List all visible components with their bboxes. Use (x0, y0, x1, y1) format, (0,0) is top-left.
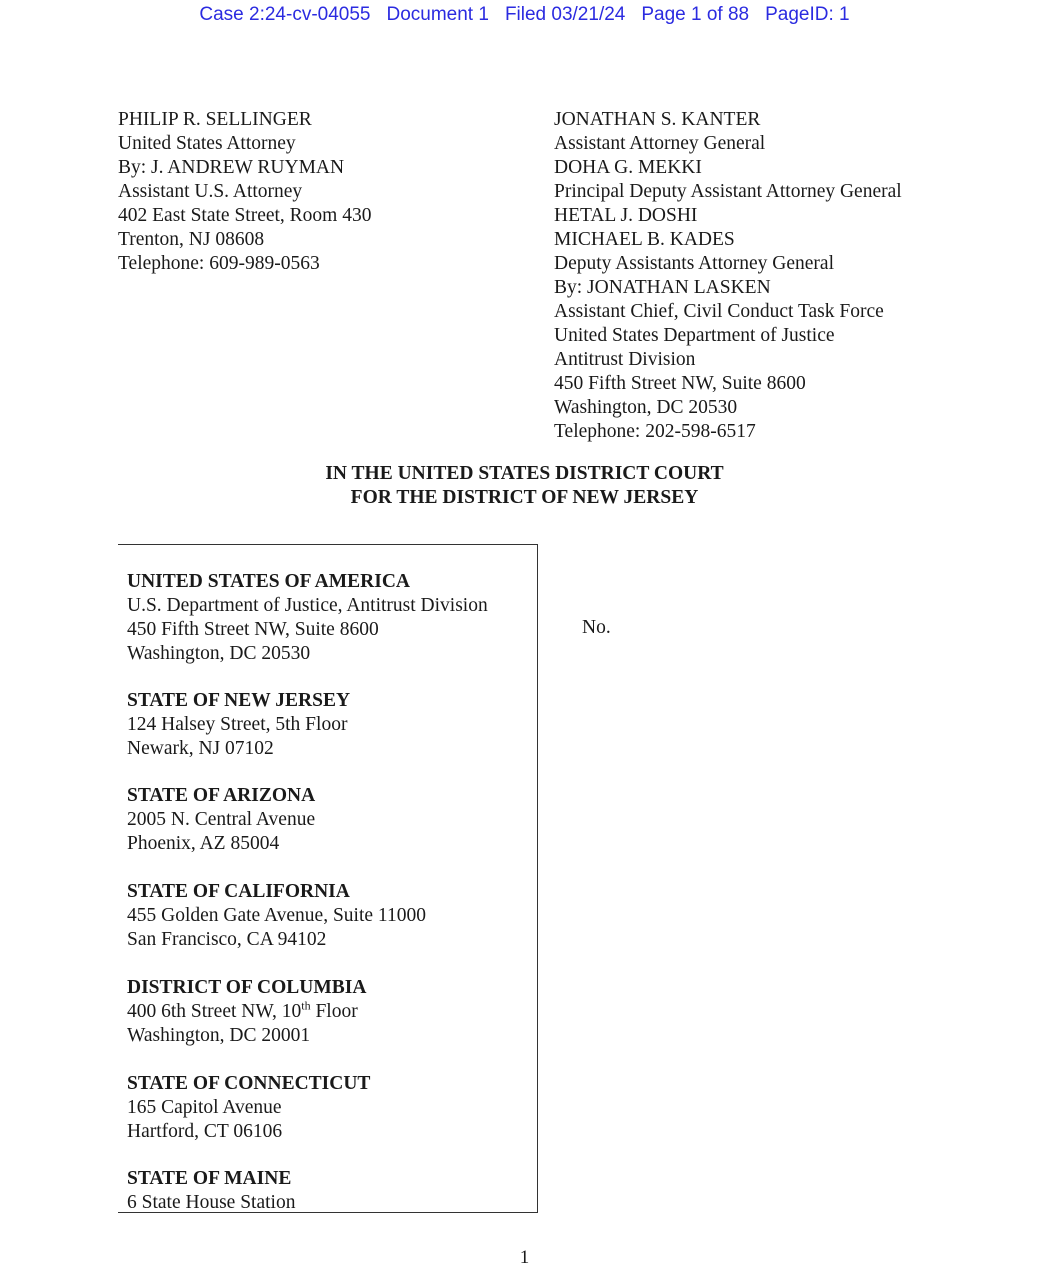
page-count: Page 1 of 88 (641, 4, 750, 25)
party-address-line: Hartford, CT 06106 (127, 1121, 283, 1142)
court-line-1: IN THE UNITED STATES DISTRICT COURT (325, 463, 724, 484)
party-address-line: San Francisco, CA 94102 (127, 929, 327, 950)
party-address-line: 400 6th Street NW, 10th Floor (127, 998, 358, 1022)
party-address-line: Washington, DC 20001 (127, 1025, 311, 1046)
document-number: Document 1 (386, 4, 489, 25)
party-arizona (127, 784, 315, 856)
party-name: STATE OF ARIZONA (127, 785, 316, 806)
party-maine (127, 1167, 295, 1215)
counsel-line: Assistant Chief, Civil Conduct Task Force (554, 301, 884, 322)
party-address-line: 6 State House Station (127, 1192, 296, 1213)
counsel-line: HETAL J. DOSHI (554, 205, 698, 226)
party-address-line: Newark, NJ 07102 (127, 738, 274, 759)
case-caption-box (118, 544, 538, 1213)
left-counsel-block (118, 108, 371, 276)
party-name: STATE OF NEW JERSEY (127, 690, 351, 711)
party-name: STATE OF CONNECTICUT (127, 1073, 371, 1094)
party-california (127, 880, 426, 952)
counsel-line: Assistant U.S. Attorney (118, 181, 303, 202)
counsel-line: DOHA G. MEKKI (554, 157, 702, 178)
case-number-label: No. (582, 617, 611, 638)
counsel-line: 402 East State Street, Room 430 (118, 205, 372, 226)
counsel-line: PHILIP R. SELLINGER (118, 109, 312, 130)
counsel-line: JONATHAN S. KANTER (554, 109, 761, 130)
party-address-line: Phoenix, AZ 85004 (127, 833, 280, 854)
counsel-line: 450 Fifth Street NW, Suite 8600 (554, 373, 806, 394)
case-number: Case 2:24-cv-04055 (199, 4, 371, 25)
party-address-line: 455 Golden Gate Avenue, Suite 11000 (127, 905, 426, 926)
party-address-line: 124 Halsey Street, 5th Floor (127, 714, 348, 735)
party-name: UNITED STATES OF AMERICA (127, 571, 410, 592)
party-new-jersey (127, 689, 350, 761)
party-address-line: 450 Fifth Street NW, Suite 8600 (127, 619, 379, 640)
party-connecticut (127, 1072, 370, 1144)
counsel-line: Principal Deputy Assistant Attorney General (554, 181, 902, 202)
counsel-line: Antitrust Division (554, 349, 696, 370)
counsel-line: United States Department of Justice (554, 325, 835, 346)
party-district-of-columbia (127, 976, 366, 1048)
page-id: PageID: 1 (765, 4, 850, 25)
counsel-line: By: J. ANDREW RUYMAN (118, 157, 345, 178)
party-name: STATE OF MAINE (127, 1168, 292, 1189)
counsel-line: Telephone: 202-598-6517 (554, 421, 756, 442)
counsel-line: MICHAEL B. KADES (554, 229, 735, 250)
party-address-line: Washington, DC 20530 (127, 643, 311, 664)
counsel-line: Telephone: 609-989-0563 (118, 253, 320, 274)
party-united-states (127, 570, 488, 666)
party-name: STATE OF CALIFORNIA (127, 881, 350, 902)
counsel-line: United States Attorney (118, 133, 296, 154)
counsel-line: Washington, DC 20530 (554, 397, 738, 418)
party-name: DISTRICT OF COLUMBIA (127, 977, 367, 998)
counsel-line: Deputy Assistants Attorney General (554, 253, 834, 274)
party-address-line: 165 Capitol Avenue (127, 1097, 282, 1118)
counsel-line: By: JONATHAN LASKEN (554, 277, 771, 298)
party-address-line: U.S. Department of Justice, Antitrust Division (127, 595, 488, 616)
ecf-header (0, 4, 1049, 26)
ordinal-suffix: th (301, 998, 311, 1013)
counsel-line: Assistant Attorney General (554, 133, 766, 154)
court-heading (0, 462, 1049, 510)
party-address-line: 2005 N. Central Avenue (127, 809, 316, 830)
right-counsel-block (554, 108, 902, 444)
counsel-line: Trenton, NJ 08608 (118, 229, 265, 250)
filed-date: Filed 03/21/24 (504, 4, 626, 25)
page-number: 1 (519, 1247, 530, 1268)
court-line-2: FOR THE DISTRICT OF NEW JERSEY (350, 487, 699, 508)
